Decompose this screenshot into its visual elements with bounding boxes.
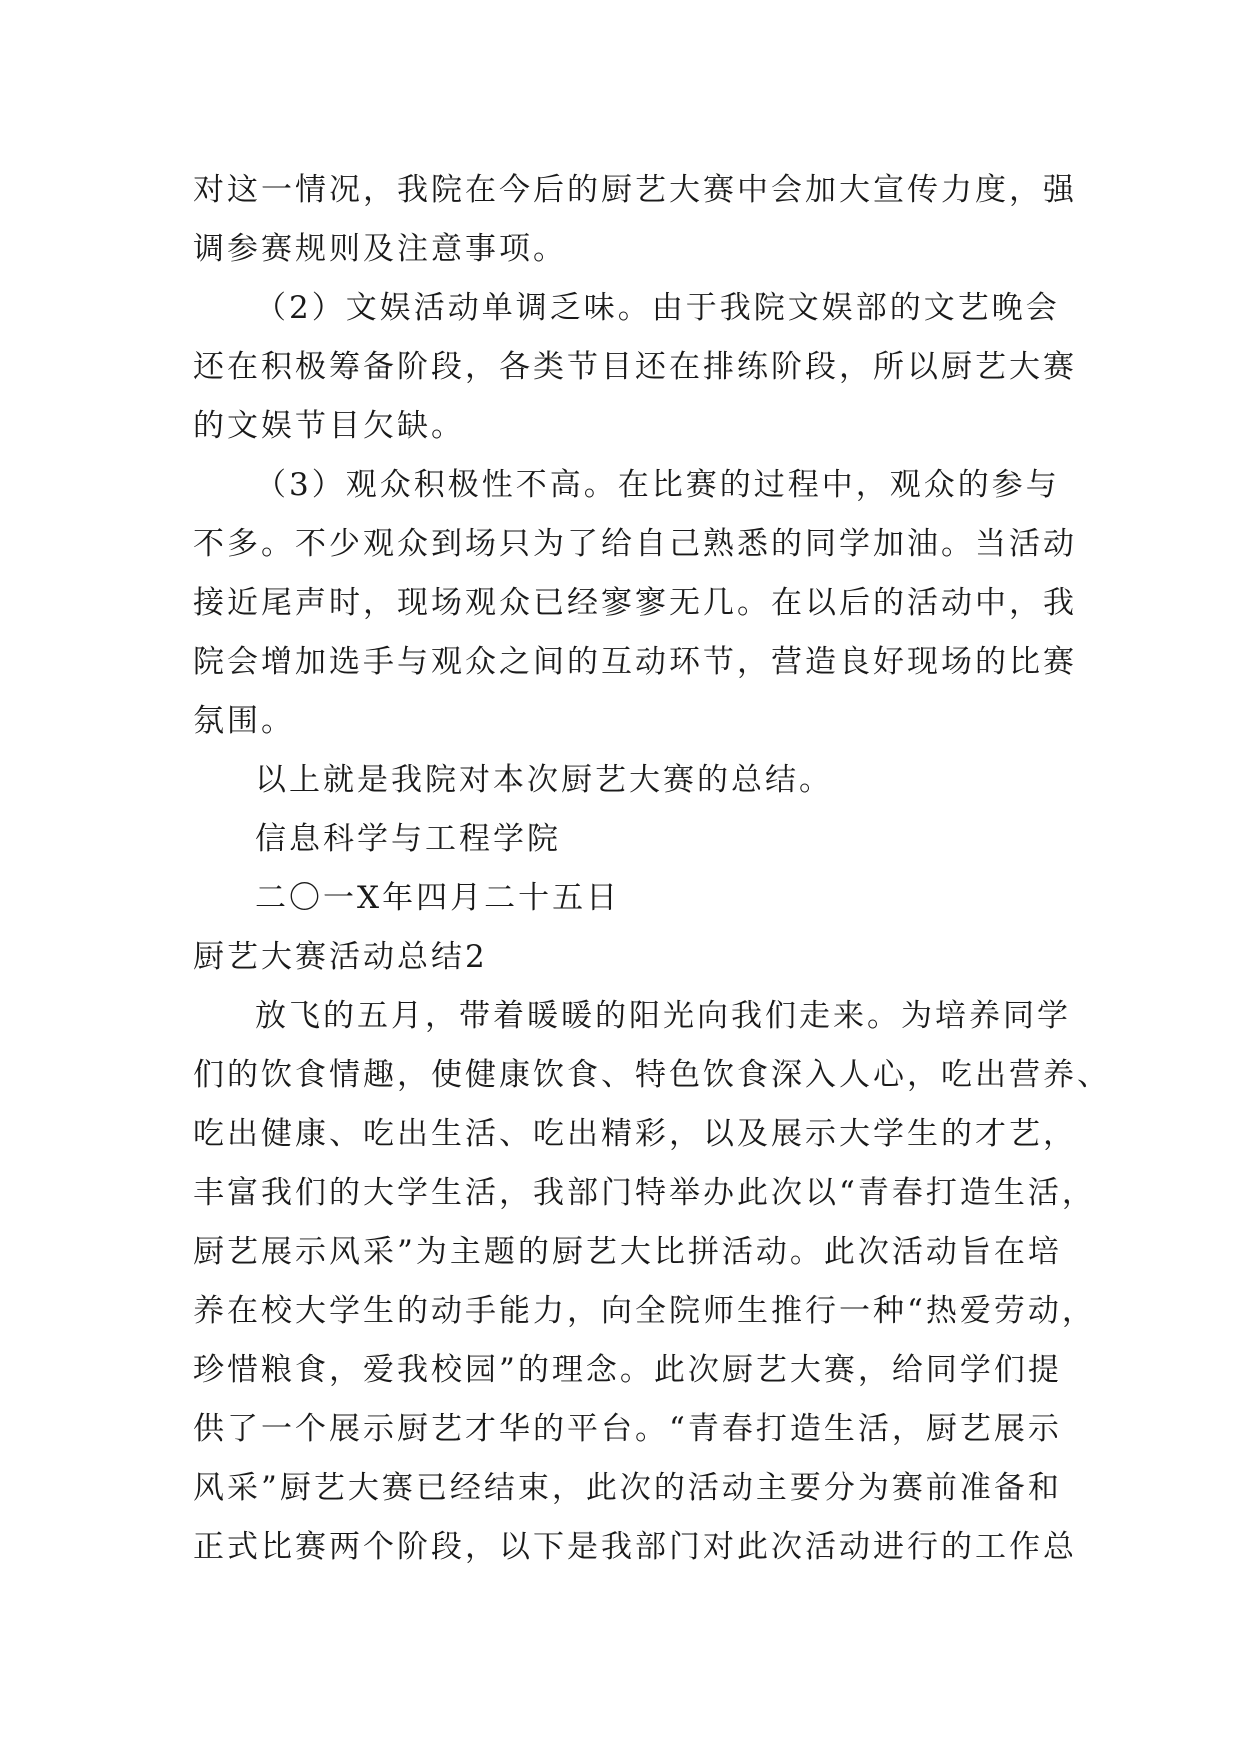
text-line: （3）观众积极性不高。在比赛的过程中，观众的参与 — [255, 467, 1060, 503]
text-line: （2）文娱活动单调乏味。由于我院文娱部的文艺晚会 — [255, 290, 1060, 326]
text-line: 吃出健康、吃出生活、吃出精彩，以及展示大学生的才艺， — [193, 1116, 1077, 1152]
text-line: 们的饮食情趣，使健康饮食、特色饮食深入人心，吃出营养、 — [193, 1057, 1111, 1093]
text-line: 珍惜粮食，爱我校园”的理念。此次厨艺大赛，给同学们提 — [193, 1352, 1062, 1388]
document-body — [193, 161, 1111, 1577]
text-line: 还在积极筹备阶段，各类节目还在排练阶段，所以厨艺大赛 — [193, 349, 1077, 385]
text-line: 的文娱节目欠缺。 — [193, 408, 465, 444]
text-line: 信息科学与工程学院 — [255, 821, 561, 857]
text-line: 正式比赛两个阶段，以下是我部门对此次活动进行的工作总 — [193, 1529, 1077, 1565]
text-line: 风采”厨艺大赛已经结束，此次的活动主要分为赛前准备和 — [193, 1470, 1062, 1506]
text-line: 厨艺大赛活动总结2 — [193, 939, 488, 975]
text-line: 放飞的五月，带着暖暖的阳光向我们走来。为培养同学 — [255, 998, 1071, 1034]
text-line: 厨艺展示风采”为主题的厨艺大比拼活动。此次活动旨在培 — [193, 1234, 1062, 1270]
text-line: 院会增加选手与观众之间的互动环节，营造良好现场的比赛 — [193, 644, 1077, 680]
text-line: 以上就是我院对本次厨艺大赛的总结。 — [255, 762, 833, 798]
text-line: 对这一情况，我院在今后的厨艺大赛中会加大宣传力度，强 — [193, 172, 1077, 208]
text-line: 接近尾声时，现场观众已经寥寥无几。在以后的活动中，我 — [193, 585, 1077, 621]
text-line: 二〇一X年四月二十五日 — [255, 880, 621, 916]
text-line: 供了一个展示厨艺才华的平台。“青春打造生活，厨艺展示 — [193, 1411, 1062, 1447]
text-line: 养在校大学生的动手能力，向全院师生推行一种“热爱劳动， — [193, 1293, 1096, 1329]
text-line: 调参赛规则及注意事项。 — [193, 231, 567, 267]
text-line: 丰富我们的大学生活，我部门特举办此次以“青春打造生活， — [193, 1175, 1096, 1211]
text-line: 不多。不少观众到场只为了给自己熟悉的同学加油。当活动 — [193, 526, 1077, 562]
text-line: 氛围。 — [193, 703, 295, 739]
